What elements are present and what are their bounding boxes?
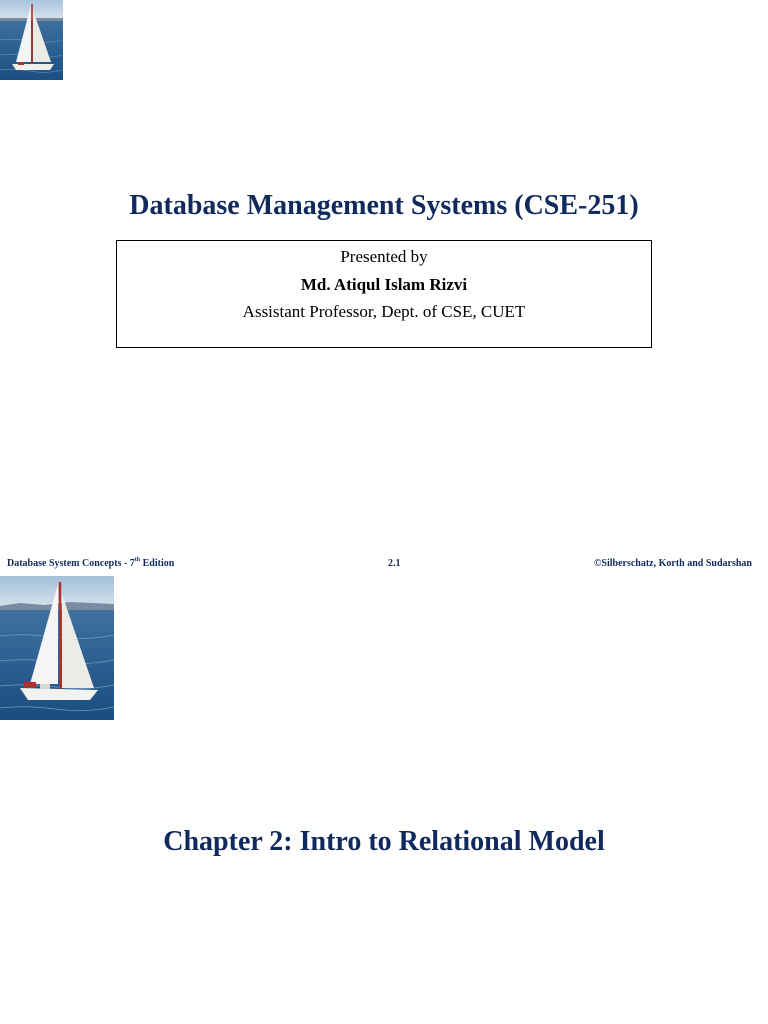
sailboat-icon xyxy=(0,576,114,720)
chapter-title: Chapter 2: Intro to Relational Model xyxy=(163,826,605,857)
presenter-intro: Presented by xyxy=(340,247,428,266)
presenter-name: Md. Atiqul Islam Rizvi xyxy=(300,275,468,294)
slide-chapter xyxy=(0,576,768,1024)
presentation-title: Database Management Systems (CSE-251) xyxy=(129,190,639,221)
sailboat-image xyxy=(0,0,63,80)
footer-copyright: ©Silberschatz, Korth and Sudarshan xyxy=(593,558,752,569)
footer-book-title xyxy=(7,558,174,569)
slide-footer xyxy=(0,558,768,572)
sailboat-icon xyxy=(0,0,63,80)
footer-book-title-suffix: Edition xyxy=(140,558,175,569)
footer-page-number: 2.1 xyxy=(388,558,401,569)
presenter-box xyxy=(116,240,652,348)
presenter-position: Assistant Professor, Dept. of CSE, CUET xyxy=(242,302,526,321)
footer-book-title-text: Database System Concepts - 7 xyxy=(7,558,135,569)
footer-edition-superscript: th xyxy=(134,557,141,563)
sailboat-image xyxy=(0,576,114,720)
